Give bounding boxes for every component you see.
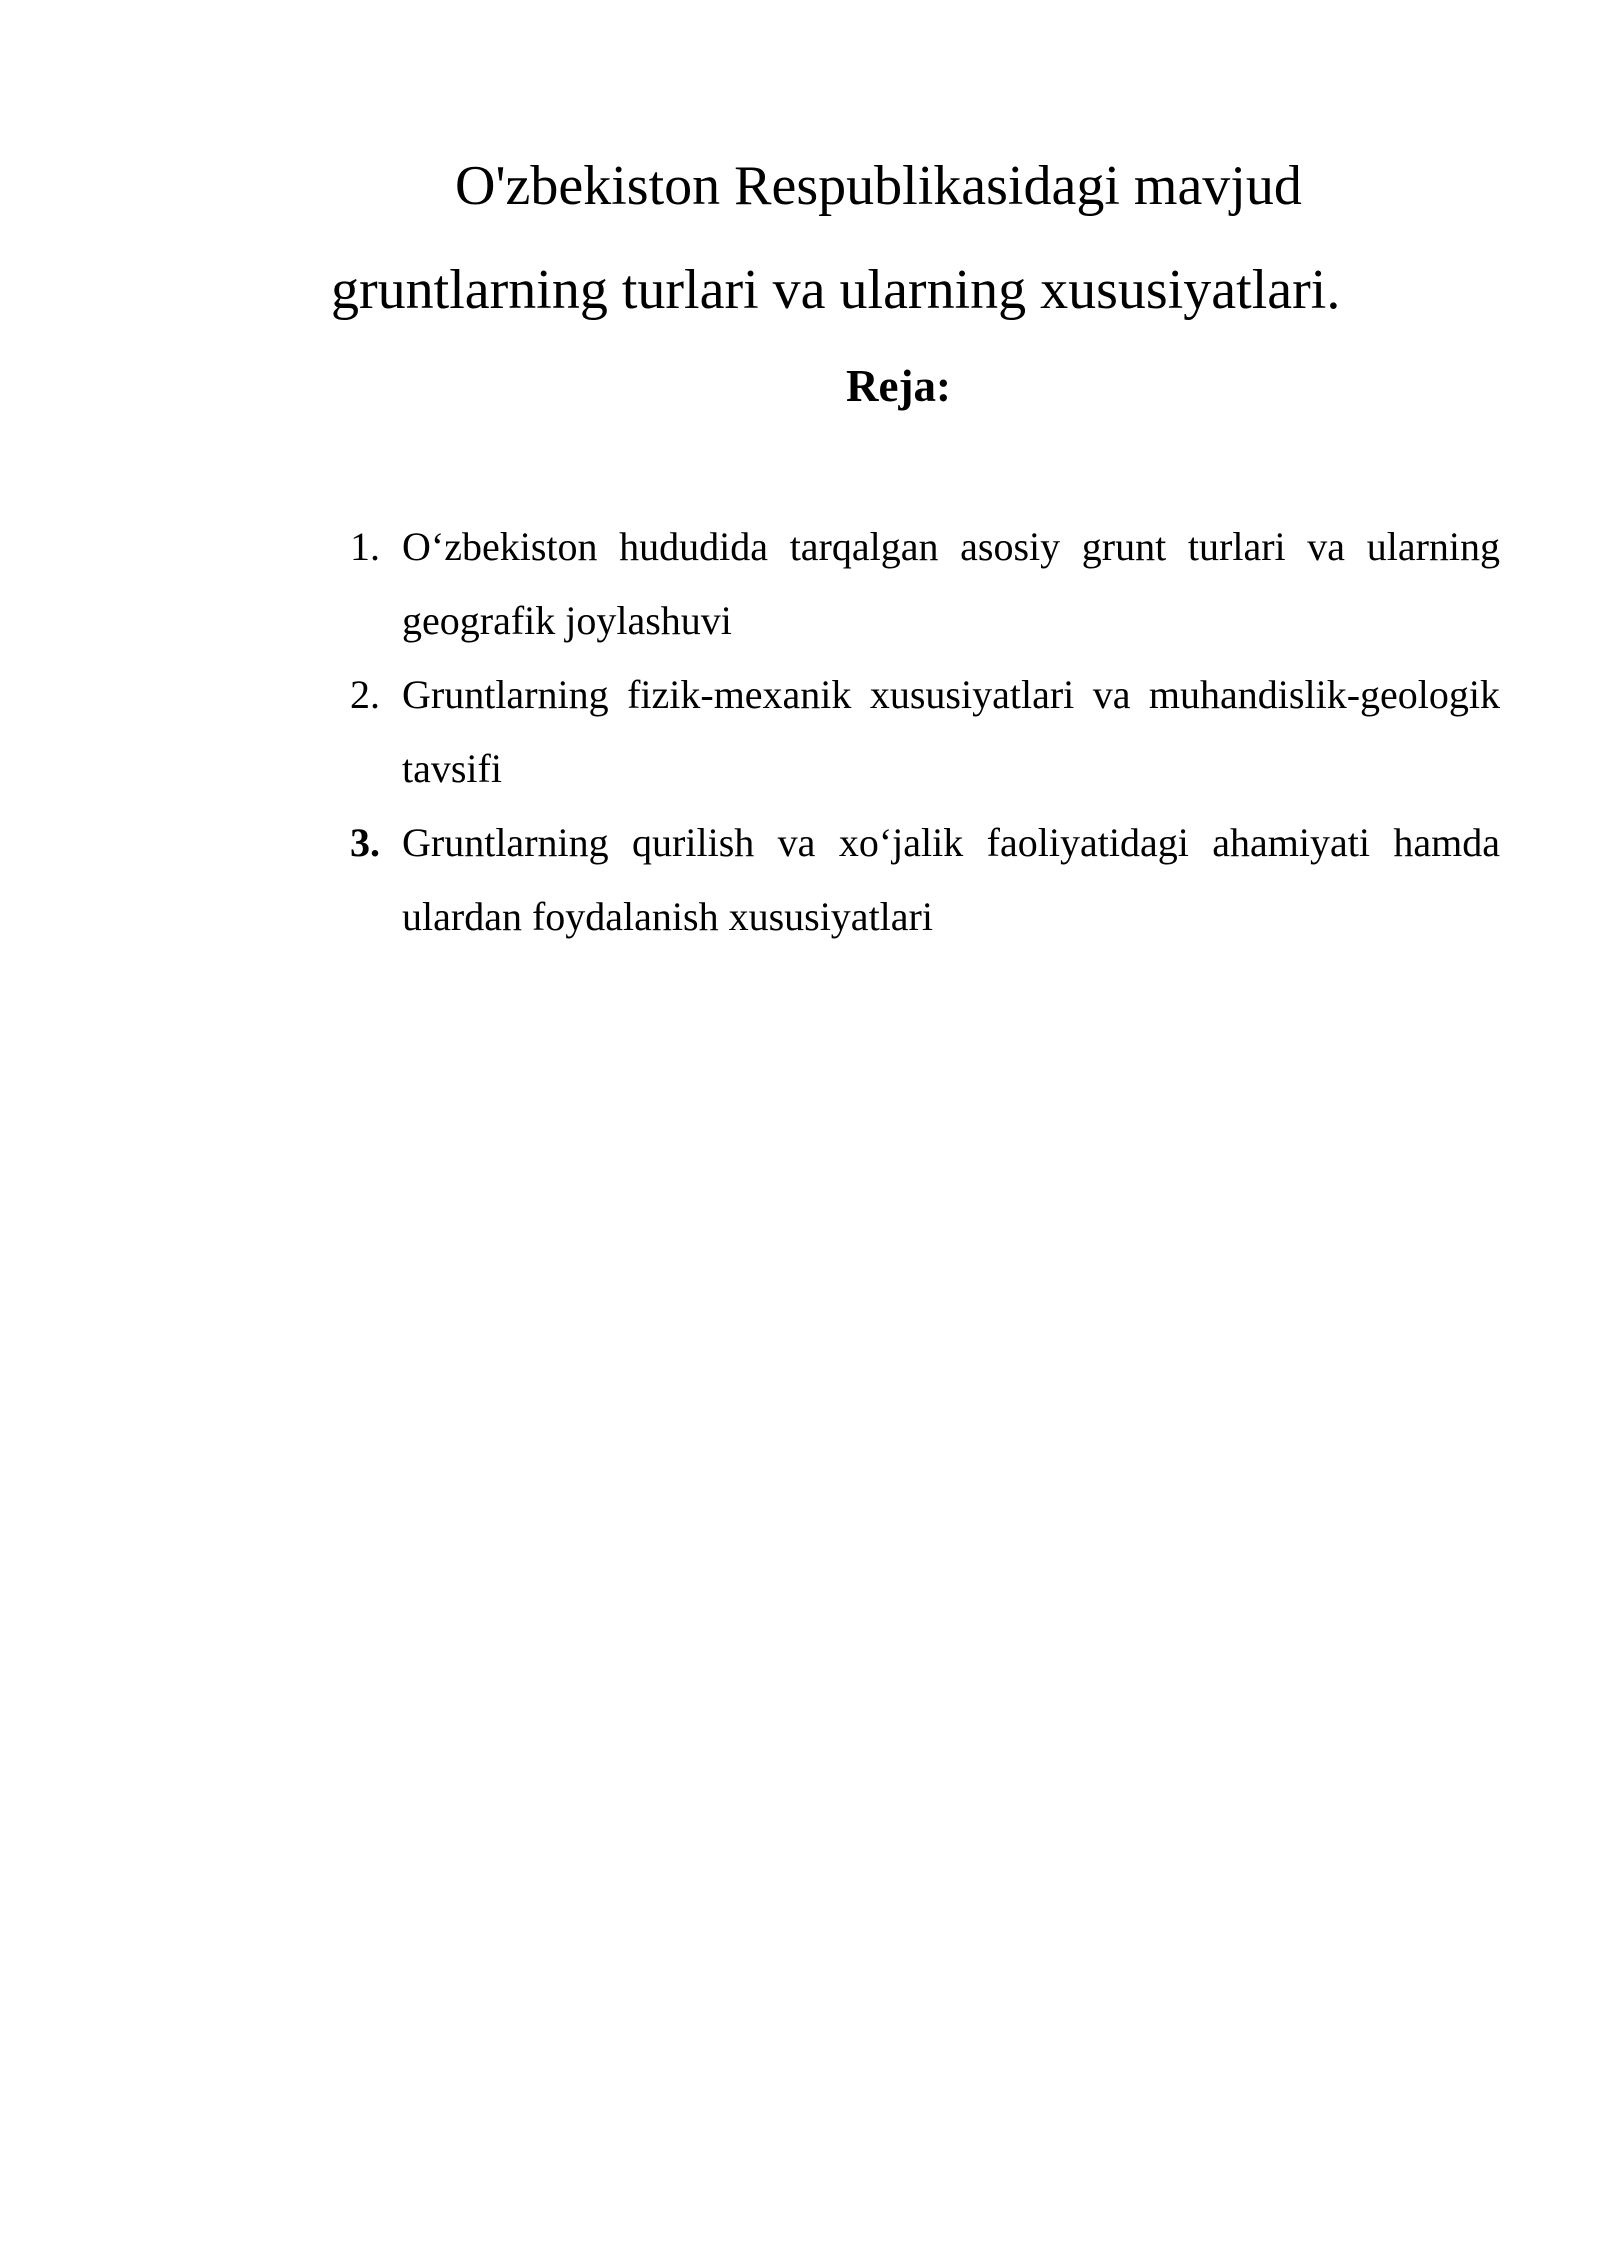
plan-item — [350, 806, 1500, 954]
plan-list — [350, 510, 1500, 954]
plan-item-number: 3. — [350, 820, 380, 865]
plan-item-text: Gruntlarning fizik-mexanik xususiyatlari va muhandislik-geologik tavsifi — [402, 672, 1500, 791]
plan-item-text: O‘zbekiston hududida tarqalgan asosiy grunt turlari va ularning geografik joylashuvi — [402, 524, 1500, 643]
plan-item-number: 1. — [350, 524, 380, 569]
document-title-line-1: O'zbekiston Respublikasidagi mavjud — [455, 155, 1302, 217]
plan-item-text: Gruntlarning qurilish va xo‘jalik faoliyatidagi ahamiyati hamda ulardan foydalanish xususiyatlari — [402, 820, 1500, 939]
plan-heading: Reja: — [846, 361, 951, 411]
plan-item-number: 2. — [350, 672, 380, 717]
plan-item — [350, 510, 1500, 658]
plan-item — [350, 658, 1500, 806]
document-title-line-2: gruntlarning turlari va ularning xususiyatlari. — [331, 259, 1341, 321]
